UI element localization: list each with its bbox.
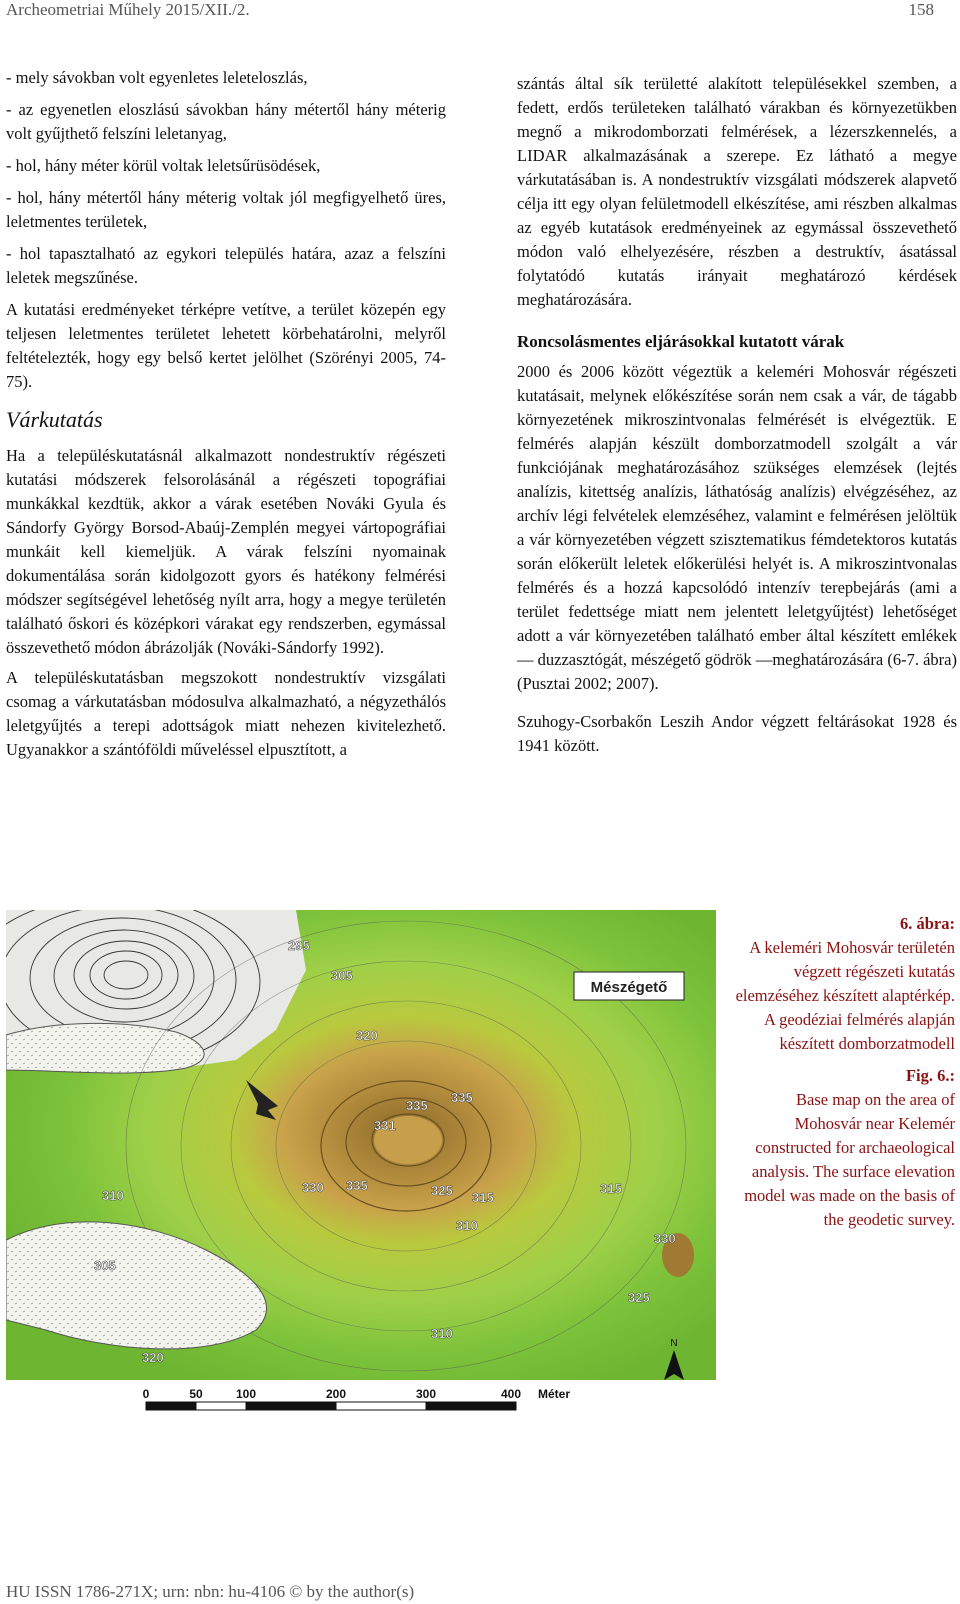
contour-label: 305 — [94, 1258, 116, 1273]
list-item: - hol tapasztalható az egykori település határa, azaz a felszíni leletek megszűnése. — [6, 244, 446, 287]
page-header — [6, 0, 934, 24]
page-number: 158 — [908, 0, 934, 19]
caption-hu-text: A keleméri Mohosvár területén végzett régészeti kutatás elemzéséhez készített alaptérkép. A geodéziai felmérés alapján készített domborzatmodell — [735, 938, 955, 1053]
contour-label: 320 — [142, 1350, 164, 1365]
contour-label: 330 — [654, 1231, 676, 1246]
contour-label: 310 — [102, 1188, 124, 1203]
figure-caption — [735, 912, 955, 1240]
right-column — [517, 72, 957, 764]
body-paragraph: A kutatási eredményeket térképre vetítve, a terület közepén egy teljesen leletmentes területet lehetett körbehatárolni, melyről feltételezték, hogy egy belső kertet jelölhet (Szörényi 2005, 74-75). — [6, 300, 446, 391]
body-paragraph: szántás által sík területté alakított településekkel szemben, a fedett, erdős területeken található várakban és környezetükben megnő a mikrodomborzati felmérések, a lézerszkennelés, a LIDAR alkalmazásának a szerepe. Ez látható a megye várkutatásában is. A nondestruktív vizsgálati módszerek alapvető célja itt egy olyan felületmodell elkészítése, ami részben alkalmas az egyéb kutatások eredményeinek az egymással összevethető módon való elhelyezésére, részben a destruktív, ásatással folytatódó kutatás irányait meghatározó kérdések meghatározására. — [517, 74, 957, 309]
subsection-heading: Roncsolásmentes eljárásokkal kutatott várak — [517, 332, 845, 351]
contour-label: 335 — [451, 1090, 473, 1105]
scale-tick: 200 — [325, 1387, 347, 1401]
contour-label: 320 — [356, 1028, 378, 1043]
section-heading: Várkutatás — [6, 407, 103, 432]
contour-label: 310 — [431, 1326, 453, 1341]
left-column — [6, 66, 446, 768]
map-label-meszegeto: Mészégető — [590, 979, 668, 996]
contour-label: 330 — [302, 1180, 324, 1195]
journal-title: Archeometriai Műhely 2015/XII./2. — [6, 0, 250, 19]
scale-tick: 300 — [415, 1387, 437, 1401]
scale-tick: 0 — [142, 1387, 150, 1401]
body-paragraph: A településkutatásban megszokott nondestruktív vizsgálati csomag a várkutatásban módosulva alkalmazható, a négyzethálós leletgyűjtés a terepi adottságok miatt nehezen kivitelezhető. Ugyanakkor a szántóföldi műveléssel elpusztított, a — [6, 668, 446, 759]
contour-label: 315 — [600, 1181, 622, 1196]
elevation-map — [6, 910, 716, 1430]
contour-label: 310 — [456, 1218, 478, 1233]
caption-en-label: Fig. 6.: — [905, 1066, 955, 1085]
caption-hu — [735, 912, 955, 1056]
contour-label: 325 — [431, 1183, 453, 1198]
contour-label: 335 — [346, 1178, 368, 1193]
list-item: - hol, hány méter körül voltak leletsűrüsödések, — [6, 156, 321, 175]
scale-bar — [143, 1387, 571, 1410]
list-item: - hol, hány métertől hány méterig voltak jól megfigyelhető üres, leletmentes területek, — [6, 188, 446, 231]
contour-label: 331 — [374, 1118, 396, 1133]
scale-unit: Méter — [537, 1387, 571, 1401]
figure-map — [6, 910, 716, 1430]
list-item: - az egyenetlen eloszlású sávokban hány métertől hány méterig volt gyűjthető felszíni leletanyag, — [6, 100, 446, 143]
contour-label: 325 — [628, 1290, 650, 1305]
north-letter: N — [670, 1338, 678, 1349]
caption-en-text: Base map on the area of Mohosvár near Kelemér constructed for archaeological analysis. The surface elevation model was made on the basis of the geodetic survey. — [744, 1090, 955, 1229]
contour-label: 315 — [472, 1190, 494, 1205]
caption-en — [735, 1064, 955, 1232]
body-paragraph: 2000 és 2006 között végeztük a keleméri Mohosvár régészeti kutatásait, melynek előkészítése során nem csak a vár, de tágabb környezetének mikroszintvonalas felmérését is elvégeztük. E felmérés alapján készült domborzatmodell szolgált a vár funkciójának meghatározásához szükséges elemzések (lejtés analízis, kitettség analízis, láthatóság analízis) elvégzéséhez, az archív légi felvételek elemzéséhez, valamint e felmérésen jelöltük a vár környezetében végzett szisztematikus fémdetektoros kutatás során előkerült leletek előkerülési helyét is. A mikroszintvonalas felmérés és a hozzá kapcsolódó intenzív terepbejárás (ami a terület fedettsége miatt nem jelentett leletgyűjtést) lehetőséget adott a vár környezetében található ember által készített emlékek — duzzasztógát, mészégető gödrök —meghatározására (6-7. ábra) (Pusztai 2002; 2007). — [517, 362, 957, 693]
caption-hu-label: 6. ábra: — [900, 914, 955, 933]
list-item: - mely sávokban volt egyenletes leleteloszlás, — [6, 68, 308, 87]
scale-tick: 100 — [235, 1387, 257, 1401]
contour-label: 305 — [331, 968, 353, 983]
body-paragraph: Ha a településkutatásnál alkalmazott nondestruktív régészeti kutatási módszerek felsorolásánál a régészeti topográfiai munkákkal kezdtük, akkor a várak esetében Nováki Gyula és Sándorfy György Borsod-Abaúj-Zemplén megyei vártopográfiai munkáit kell kiemeljük. A várak felszíni nyomainak dokumentálása során kidolgozott gyors és hatékony felmérési módszer segítségével lehetőség nyílt arra, hogy a megye területén található őskori és középkori várakat egy rendszerben, egymással összevethető módon ábrázolják (Nováki-Sándorfy 1992). — [6, 446, 446, 657]
contour-label: 295 — [288, 938, 310, 953]
body-paragraph: Szuhogy-Csorbakőn Leszih Andor végzett feltárásokat 1928 és 1941 között. — [517, 712, 957, 755]
scale-tick: 400 — [500, 1387, 522, 1401]
page-footer: HU ISSN 1786-271X; urn: nbn: hu-4106 © by the author(s) — [6, 1582, 415, 1601]
scale-tick: 50 — [189, 1387, 203, 1401]
contour-label: 335 — [406, 1098, 428, 1113]
